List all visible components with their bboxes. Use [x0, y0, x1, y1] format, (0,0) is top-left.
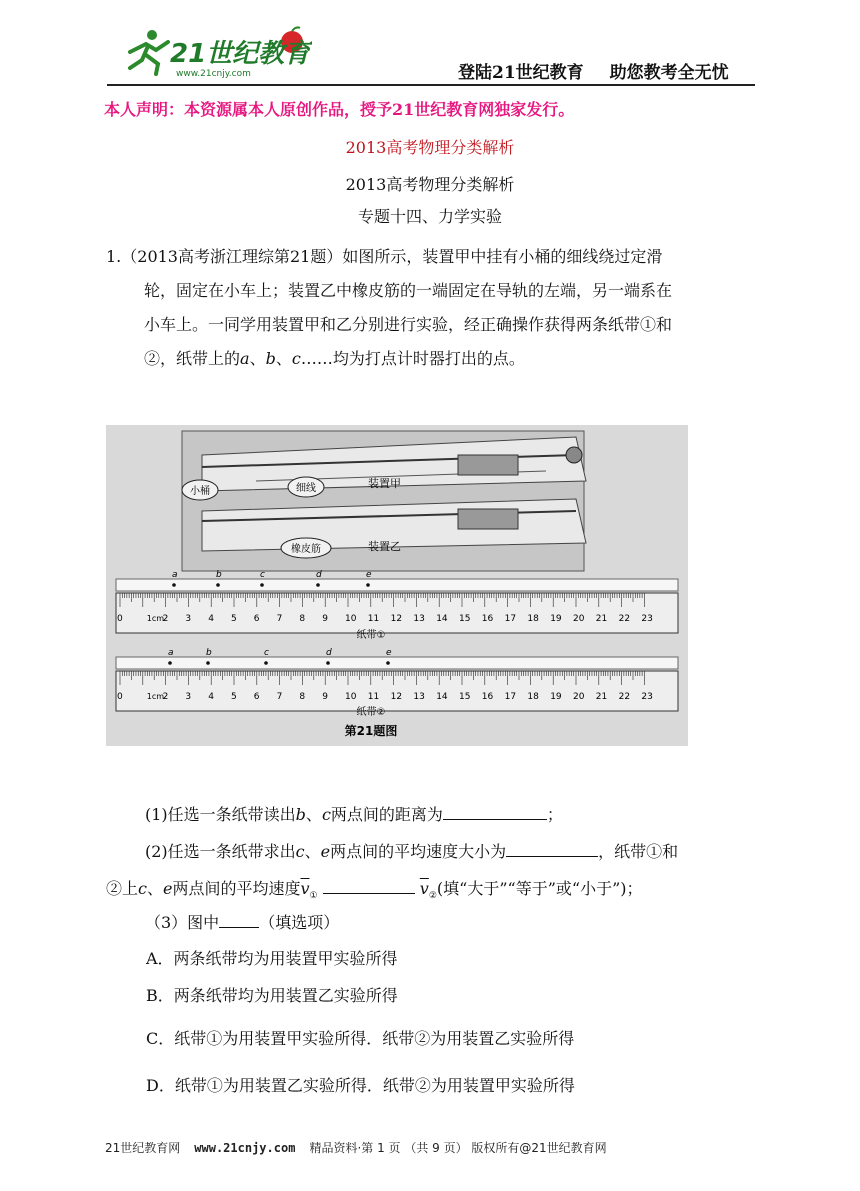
tick-label: 4	[208, 614, 214, 624]
tick-label: 3	[185, 692, 192, 702]
tape-dot	[206, 661, 210, 665]
tick-label: 18	[527, 692, 539, 702]
tick-label: 22	[618, 614, 631, 624]
slogan-login: 登陆21世纪教育	[458, 63, 584, 83]
tick-label: 13	[413, 692, 425, 702]
tick-label: 8	[299, 692, 306, 702]
ruler-body	[116, 671, 678, 711]
question-line: ②，纸带上的a、b、c……均为打点计时器打出的点。	[144, 349, 525, 368]
label-tape-2: 纸带②	[356, 707, 386, 718]
tick-label: 0	[117, 614, 123, 624]
site-logo	[112, 22, 312, 80]
page-footer	[105, 1139, 607, 1156]
tick-label: 18	[527, 614, 539, 624]
tape-point-label: d	[326, 648, 332, 658]
option-b[interactable]: B．两条纸带均为用装置乙实验所得	[146, 986, 398, 1005]
paper-tape	[116, 579, 678, 591]
ruler-unit: 1cm	[146, 614, 165, 623]
tick-label: 8	[299, 614, 306, 624]
tape-point-label: a	[168, 648, 174, 658]
tick-label: 9	[322, 614, 328, 624]
tick-label: 17	[504, 614, 517, 624]
tape-point-label: b	[216, 570, 222, 580]
logo-subtext: www.21cnjy.com	[176, 69, 251, 79]
label-tape-1: 纸带①	[356, 630, 386, 641]
ruler-body	[116, 593, 678, 633]
slogan-help: 助您教考全无忧	[609, 63, 729, 83]
tick-label: 14	[436, 614, 448, 624]
option-d[interactable]: D．纸带①为用装置乙实验所得．纸带②为用装置甲实验所得	[146, 1076, 575, 1095]
tape-dot	[216, 583, 220, 587]
tape-point-label: b	[206, 648, 212, 658]
tick-label: 14	[436, 692, 448, 702]
tape-dot	[366, 583, 370, 587]
tape-dot	[260, 583, 264, 587]
answer-blank[interactable]	[323, 877, 415, 894]
label-bucket: 小桶	[190, 486, 210, 497]
topic-title: 专题十四、力学实验	[357, 207, 502, 226]
tape-point-label: e	[366, 570, 372, 580]
tape-dot	[264, 661, 268, 665]
tick-label: 16	[481, 692, 494, 702]
tape-point-label: a	[172, 570, 178, 580]
tape-dot	[168, 661, 172, 665]
tick-label: 11	[367, 692, 380, 702]
header-divider	[107, 84, 755, 86]
tick-label: 6	[253, 692, 260, 702]
logo-text: 21世纪教育	[170, 39, 311, 69]
subquestion-1: (1)任选一条纸带读出b、c两点间的距离为 ；	[145, 805, 563, 824]
label-device-a: 装置甲	[368, 477, 401, 490]
tick-label: 11	[367, 614, 380, 624]
label-rubber: 橡皮筋	[291, 544, 321, 555]
tape-point-label: e	[386, 648, 392, 658]
paper-tape	[116, 657, 678, 669]
tick-label: 19	[550, 692, 562, 702]
tick-label: 3	[185, 614, 192, 624]
logo-graphic	[112, 22, 312, 80]
subquestion-3: （3）图中 （填选项）	[145, 913, 340, 932]
subquestion-2-continued: ②上c、e两点间的平均速度$\overline{v}_①$ $\overline{v}_②$(填“大于”“等于”或“小于”)；	[106, 879, 643, 902]
subquestion-2: (2)任选一条纸带求出c、e两点间的平均速度大小为 ，纸带①和	[145, 842, 679, 861]
tick-label: 13	[413, 614, 425, 624]
tick-label: 0	[117, 692, 123, 702]
answer-blank[interactable]	[506, 840, 598, 857]
ruler-tape-1	[116, 570, 678, 633]
tick-label: 10	[345, 614, 357, 624]
tick-label: 22	[618, 692, 631, 702]
document-title: 2013高考物理分类解析	[345, 175, 515, 194]
option-c[interactable]: C．纸带①为用装置甲实验所得．纸带②为用装置乙实验所得	[146, 1029, 575, 1048]
figure-caption: 第21题图	[344, 724, 398, 738]
tick-label: 15	[459, 614, 471, 624]
option-a[interactable]: A．两条纸带均为用装置甲实验所得	[146, 949, 398, 968]
answer-blank[interactable]	[219, 911, 259, 928]
tick-label: 16	[481, 614, 494, 624]
tick-label: 4	[208, 692, 214, 702]
tick-label: 20	[573, 692, 585, 702]
red-title: 2013高考物理分类解析	[345, 138, 515, 157]
tick-label: 23	[641, 614, 653, 624]
tape-point-label: d	[316, 570, 322, 580]
tick-label: 6	[253, 614, 260, 624]
tick-label: 5	[231, 692, 237, 702]
tick-label: 12	[390, 692, 403, 702]
tick-label: 2	[162, 614, 169, 624]
tick-label: 5	[231, 614, 237, 624]
tick-label: 21	[595, 692, 608, 702]
tape-dot	[172, 583, 176, 587]
tape-dot	[386, 661, 390, 665]
question-1-stem	[106, 240, 756, 376]
footer-left: 21世纪教育网	[105, 1141, 181, 1155]
question-line: 小车上。一同学用装置甲和乙分别进行实验，经正确操作获得两条纸带①和	[144, 315, 673, 334]
header-slogan	[458, 58, 729, 83]
tape-point-label: c	[264, 648, 269, 658]
tick-label: 2	[162, 692, 169, 702]
author-declaration: 本人声明：本资源属本人原创作品，授予21世纪教育网独家发行。	[104, 100, 575, 119]
ruler-unit: 1cm	[146, 692, 165, 701]
question-line: 轮，固定在小车上；装置乙中橡皮筋的一端固定在导轨的左端，另一端系在	[144, 281, 673, 300]
tick-label: 10	[345, 692, 357, 702]
tick-label: 15	[459, 692, 471, 702]
footer-site-link[interactable]: www.21cnjy.com	[194, 1141, 296, 1155]
tick-label: 20	[573, 614, 585, 624]
tape-point-label: c	[260, 570, 265, 580]
answer-blank[interactable]	[443, 803, 547, 820]
footer-page-info: 精品资料·第 1 页 （共 9 页） 版权所有@21世纪教育网	[309, 1141, 607, 1155]
tick-label: 7	[276, 614, 283, 624]
tick-label: 17	[504, 692, 517, 702]
tick-label: 12	[390, 614, 403, 624]
tick-label: 21	[595, 614, 608, 624]
tick-label: 7	[276, 692, 283, 702]
label-thread: 细线	[296, 483, 316, 494]
tick-label: 9	[322, 692, 328, 702]
tape-dot	[316, 583, 320, 587]
tape-dot	[326, 661, 330, 665]
tick-label: 23	[641, 692, 653, 702]
experiment-figure	[106, 425, 688, 746]
question-line: 1.（2013高考浙江理综第21题）如图所示，装置甲中挂有小桶的细线绕过定滑	[106, 247, 663, 266]
label-device-b: 装置乙	[368, 540, 401, 553]
ruler-tape-2	[116, 648, 678, 711]
tick-label: 19	[550, 614, 562, 624]
